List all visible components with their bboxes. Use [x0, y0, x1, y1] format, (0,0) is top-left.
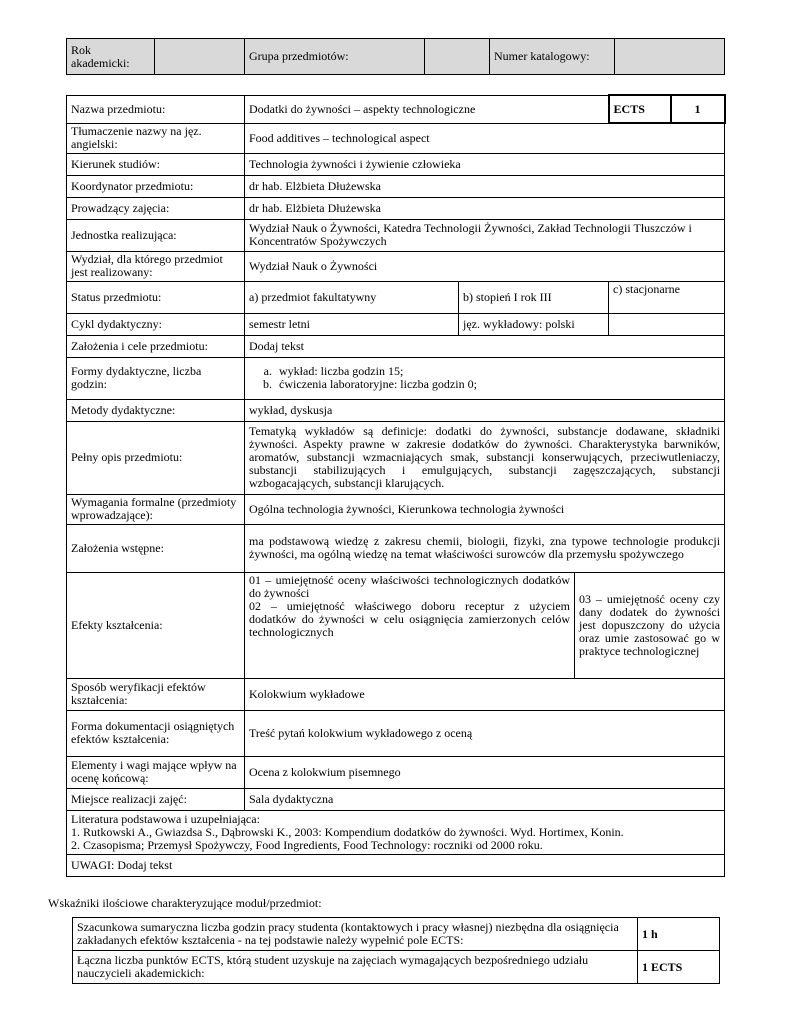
wymagania-value: Ogólna technologia żywności, Kierunkowa technologia żywności — [245, 494, 725, 524]
row-wymagania — [67, 494, 725, 524]
prowadzacy-value: dr hab. Elżbieta Dłużewska — [245, 197, 725, 219]
wydzial-value: Wydział Nauk o Żywności — [245, 251, 725, 281]
formy-label: Formy dydaktyczne, liczba godzin: — [67, 357, 245, 399]
status-b: b) stopień I rok III — [459, 281, 609, 313]
grupa-label: Grupa przedmiotów: — [245, 39, 425, 75]
uwagi-cell: UWAGI: Dodaj tekst — [67, 854, 725, 876]
metody-label: Metody dydaktyczne: — [67, 399, 245, 421]
grupa-value — [425, 39, 490, 75]
formy-item-wyklad: a. wykład: liczba godzin 15; — [275, 365, 720, 378]
rok-label: Rok akademicki: — [67, 39, 155, 75]
jednostka-label: Jednostka realizująca: — [67, 219, 245, 251]
formy-item-cwiczenia: b. ćwiczenia laboratoryjne: liczba godzin 0; — [275, 378, 720, 391]
row-cykl — [67, 313, 725, 335]
status-a: a) przedmiot fakultatywny — [245, 281, 459, 313]
zalozenia-cele-value: Dodaj tekst — [245, 335, 725, 357]
row-prowadzacy — [67, 197, 725, 219]
elementy-value: Ocena z kolokwium pisemnego — [245, 756, 725, 788]
row-miejsce — [67, 788, 725, 810]
weryfikacja-value: Kolokwium wykładowe — [245, 678, 725, 710]
dokumentacja-value: Treść pytań kolokwium wykładowego z oceną — [245, 710, 725, 756]
ects-value: 1 — [671, 95, 725, 123]
row-efekty — [67, 572, 725, 678]
koordynator-value: dr hab. Elżbieta Dłużewska — [245, 175, 725, 197]
opis-label: Pełny opis przedmiotu: — [67, 421, 245, 494]
formy-list — [249, 365, 720, 391]
row-tlumaczenie — [67, 123, 725, 153]
row-koordynator — [67, 175, 725, 197]
numer-value — [615, 39, 725, 75]
ects-label: ECTS — [609, 95, 671, 123]
kierunek-value: Technologia żywności i żywienie człowieka — [245, 153, 725, 175]
nazwa-label: Nazwa przedmiotu: — [67, 95, 245, 123]
wydzial-label: Wydział, dla którego przedmiot jest realizowany: — [67, 251, 245, 281]
dokumentacja-label: Forma dokumentacji osiągniętych efektów kształcenia: — [67, 710, 245, 756]
tlumaczenie-value: Food additives – technological aspect — [245, 123, 725, 153]
literatura-item-1: 1. Rutkowski A., Gwiazdsa S., Dąbrowski K., 2003: Kompendium dodatków do żywności. Wyd. Hortimex, Konin. — [71, 824, 624, 839]
cykl-label: Cykl dydaktyczny: — [67, 313, 245, 335]
jednostka-value: Wydział Nauk o Żywności, Katedra Technologii Żywności, Zakład Technologii Tłuszczów i Koncentratów Spożywczych — [245, 219, 725, 251]
indicators-hours-value: 1 h — [638, 918, 720, 951]
row-literatura — [67, 810, 725, 854]
prowadzacy-label: Prowadzący zajęcia: — [67, 197, 245, 219]
formy-value — [245, 357, 725, 399]
indicators-hours-label: Szacunkowa sumaryczna liczba godzin pracy studenta (kontaktowych i pracy własnej) niezbędna dla osiągnięcia zakładanych efektów kształcenia - na tej podstawie należy wypełnić pole ECTS: — [73, 918, 638, 951]
status-c: c) stacjonarne — [609, 281, 725, 313]
status-label: Status przedmiotu: — [67, 281, 245, 313]
cykl-value: semestr letni — [245, 313, 459, 335]
efekty-03: 03 – umiejętność oceny czy dany dodatek do żywności jest dopuszczony do użycia oraz umie zastosować go w praktyce technologicznej — [575, 572, 725, 678]
row-kierunek — [67, 153, 725, 175]
nazwa-value: Dodatki do żywności – aspekty technologiczne — [245, 95, 609, 123]
rok-value — [155, 39, 245, 75]
indicators-ects-label: Łączna liczba punktów ECTS, którą student uzyskuje na zajęciach wymagających bezpośredniego udziału nauczycieli akademickich: — [73, 951, 638, 984]
row-dokumentacja — [67, 710, 725, 756]
header-table — [66, 38, 725, 75]
row-jednostka — [67, 219, 725, 251]
row-formy — [67, 357, 725, 399]
metody-value: wykład, dyskusja — [245, 399, 725, 421]
zalozenia-cele-label: Założenia i cele przedmiotu: — [67, 335, 245, 357]
kierunek-label: Kierunek studiów: — [67, 153, 245, 175]
wymagania-label: Wymagania formalne (przedmioty wprowadzające): — [67, 494, 245, 524]
indicators-table — [72, 917, 720, 984]
row-wydzial — [67, 251, 725, 281]
zalozenia-wstepne-value: ma podstawową wiedzę z zakresu chemii, biologii, fizyki, zna typowe technologie produkcji żywności, ma ogólną wiedzę na temat właściwości surowców dla przemysłu spożywczego — [245, 524, 725, 572]
cykl-empty — [609, 313, 725, 335]
row-opis — [67, 421, 725, 494]
literatura-item-2: 2. Czasopisma; Przemysł Spożywczy, Food Ingredients, Food Technology: roczniki od 2000 roku. — [71, 837, 543, 852]
row-zalozenia-wstepne — [67, 524, 725, 572]
elementy-label: Elementy i wagi mające wpływ na ocenę końcową: — [67, 756, 245, 788]
opis-value: Tematyką wykładów są definicje: dodatki do żywności, substancje dodawane, składniki żywności. Aspekty prawne w zakresie dodatków do żywności. Charakterystyka barwników, aromatów, substancji wzmacniających smak, substancji konserwujących, przeciwutleniaczy, substancji stabilizujących i emulgujących, substancji zagęszczających, substancji wzbogacających, substancji klarujących. — [245, 421, 725, 494]
indicators-row-hours — [73, 918, 720, 951]
koordynator-label: Koordynator przedmiotu: — [67, 175, 245, 197]
indicators-ects-value: 1 ECTS — [638, 951, 720, 984]
zalozenia-wstepne-label: Założenia wstępne: — [67, 524, 245, 572]
efekty-left — [245, 572, 575, 678]
literatura-cell — [67, 810, 725, 854]
miejsce-value: Sala dydaktyczna — [245, 788, 725, 810]
row-metody — [67, 399, 725, 421]
numer-label: Numer katalogowy: — [490, 39, 615, 75]
row-zalozenia-cele — [67, 335, 725, 357]
row-status — [67, 281, 725, 313]
efekty-01: 01 – umiejętność oceny właściwości technologicznych dodatków do żywności — [249, 572, 570, 600]
indicators-title: Wskaźniki ilościowe charakteryzujące moduł/przedmiot: — [48, 896, 322, 910]
weryfikacja-label: Sposób weryfikacji efektów kształcenia: — [67, 678, 245, 710]
course-table — [66, 94, 726, 877]
indicators-row-ects — [73, 951, 720, 984]
tlumaczenie-label: Tłumaczenie nazwy na jęz. angielski: — [67, 123, 245, 153]
literatura-label: Literatura podstawowa i uzupełniająca: — [71, 811, 260, 826]
jezyk-value: jęz. wykładowy: polski — [459, 313, 609, 335]
row-nazwa — [67, 95, 725, 123]
efekty-label: Efekty kształcenia: — [67, 572, 245, 678]
miejsce-label: Miejsce realizacji zajęć: — [67, 788, 245, 810]
efekty-02: 02 – umiejętność właściwego doboru receptur z użyciem dodatków do żywności w celu osiągnięcia zamierzonych celów technologicznych — [249, 598, 570, 639]
row-weryfikacja — [67, 678, 725, 710]
row-uwagi — [67, 854, 725, 876]
row-elementy — [67, 756, 725, 788]
